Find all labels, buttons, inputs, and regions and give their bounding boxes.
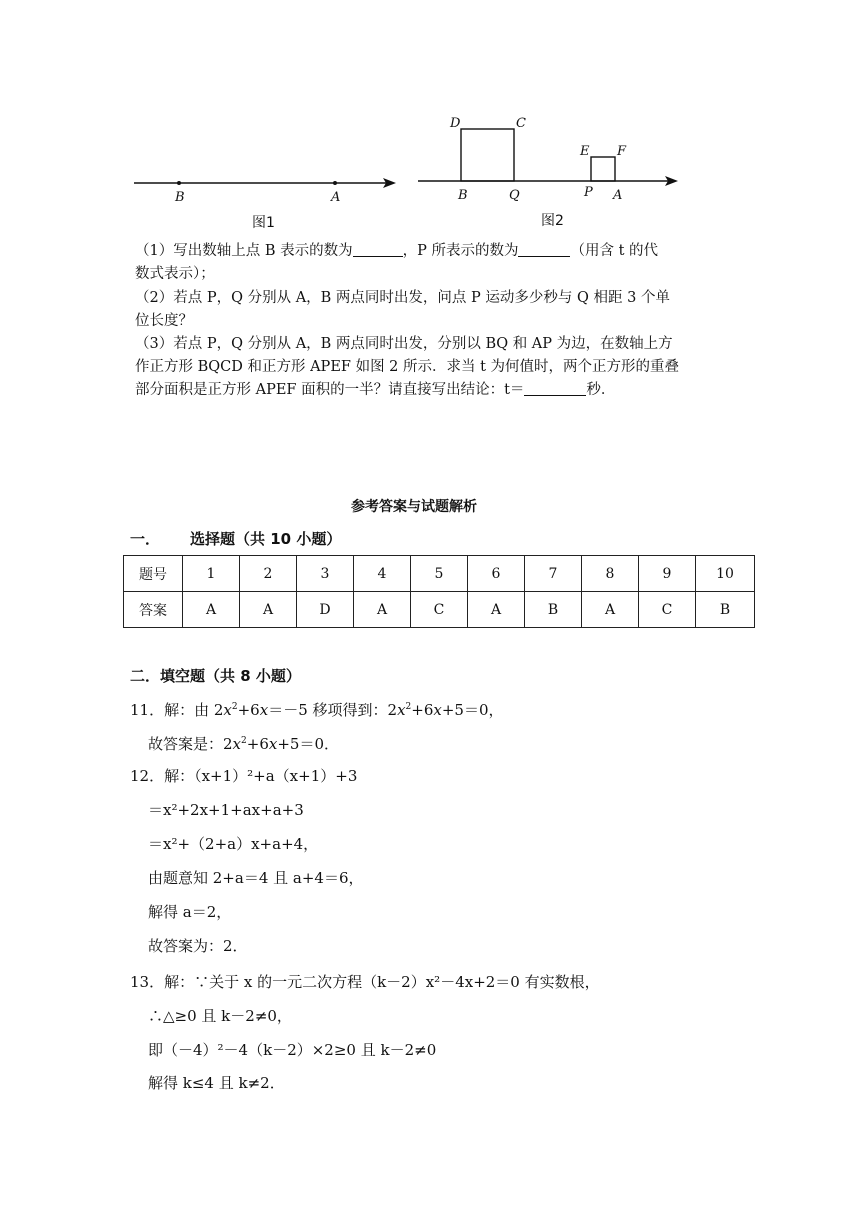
table-cell: A xyxy=(183,592,240,628)
table-cell: A xyxy=(582,592,639,628)
answer-table xyxy=(123,555,755,628)
table-header-cell: 题号 xyxy=(124,556,183,592)
solution-12-line1: 12．解：（x+1）²+a（x+1）+3 xyxy=(130,767,358,785)
table-cell: 5 xyxy=(411,556,468,592)
question-3-line2: 作正方形 BQCD 和正方形 APEF 如图 2 所示．求当 t 为何值时，两个正方形的重叠 xyxy=(135,359,680,375)
solution-13-line3: 即（－4）²－4（k－2）×2≥0 且 k－2≠0 xyxy=(148,1041,437,1059)
blank-p-value xyxy=(518,240,570,257)
question-2-line2: 位长度？ xyxy=(135,313,193,329)
question-1-line2: 数式表示）； xyxy=(135,266,215,282)
solution-13-line4: 解得 k≤4 且 k≠2． xyxy=(148,1074,285,1092)
table-row xyxy=(124,592,755,628)
blank-b-value xyxy=(353,240,403,257)
solution-11-line1: 11．解：由 $2x^2+6x=-5$ 移项得到：$2x^2+6x+5=0$， xyxy=(130,701,504,719)
solution-12-line2: ＝x²+2x+1+ax+a+3 xyxy=(148,801,304,819)
fig1-label-b: B xyxy=(175,190,185,205)
solution-12-line4: 由题意知 2+a＝4 且 a+4＝6， xyxy=(148,869,364,887)
fig2-label-f: F xyxy=(617,144,627,159)
table-cell: 1 xyxy=(183,556,240,592)
answers-title: 参考答案与试题解析 xyxy=(351,499,477,515)
fig2-label-c: C xyxy=(516,116,526,131)
table-cell: 2 xyxy=(240,556,297,592)
table-cell: B xyxy=(525,592,582,628)
fig2-label-q: Q xyxy=(509,188,520,203)
figure-1 xyxy=(0,0,860,240)
table-cell: B xyxy=(696,592,755,628)
fig1-label-a: A xyxy=(331,190,341,205)
point-a-dot xyxy=(333,181,337,185)
solution-13-line1: 13．解：∵关于 x 的一元二次方程（k－2）x²－4x+2＝0 有实数根， xyxy=(130,973,600,991)
question-2-line1: （2）若点 P，Q 分别从 A，B 两点同时出发，问点 P 运动多少秒与 Q 相距 3 个单 xyxy=(135,290,670,306)
question-3-line1: （3）若点 P，Q 分别从 A，B 两点同时出发，分别以 BQ 和 AP 为边，在数轴上方 xyxy=(135,336,673,352)
solution-13-line2: ∴△≥0 且 k－2≠0， xyxy=(148,1007,292,1025)
fig2-label-p: P xyxy=(584,185,593,200)
blank-t-value xyxy=(524,379,586,396)
table-cell: 7 xyxy=(525,556,582,592)
fig1-caption: 图1 xyxy=(252,215,275,231)
table-cell: A xyxy=(240,592,297,628)
section-2-title: 二．填空题（共 8 小题） xyxy=(130,667,301,685)
square-bqcd xyxy=(461,129,514,181)
fig2-caption: 图2 xyxy=(541,213,564,229)
solution-12-line6: 故答案为：2． xyxy=(148,937,248,955)
table-cell: A xyxy=(354,592,411,628)
table-cell: 3 xyxy=(297,556,354,592)
table-cell: D xyxy=(297,592,354,628)
table-cell: 10 xyxy=(696,556,755,592)
table-cell: C xyxy=(411,592,468,628)
solution-12-line5: 解得 a＝2， xyxy=(148,903,232,921)
table-cell: C xyxy=(639,592,696,628)
table-cell: 4 xyxy=(354,556,411,592)
fig2-label-d: D xyxy=(450,116,461,131)
point-b-dot xyxy=(177,181,181,185)
section-1-number: 一． xyxy=(130,530,161,548)
table-cell: 8 xyxy=(582,556,639,592)
table-row xyxy=(124,556,755,592)
solution-11-line2: 故答案是：$2x^2+6x+5=0$． xyxy=(148,735,339,753)
table-cell: 9 xyxy=(639,556,696,592)
fig2-label-e: E xyxy=(580,144,590,159)
question-1-line1: （1）写出数轴上点 B 表示的数为 ，P 所表示的数为 （用含 t 的代 xyxy=(135,240,735,262)
table-header-cell: 答案 xyxy=(124,592,183,628)
table-cell: A xyxy=(468,592,525,628)
section-1-title: 选择题（共 10 小题） xyxy=(190,530,342,548)
solution-12-line3: ＝x²+（2+a）x+a+4， xyxy=(148,835,319,853)
question-3-line3: 部分面积是正方形 APEF 面积的一半？请直接写出结论：t＝ 秒． xyxy=(135,379,735,401)
square-apef xyxy=(591,157,615,181)
fig2-label-b: B xyxy=(458,188,468,203)
table-cell: 6 xyxy=(468,556,525,592)
fig2-label-a: A xyxy=(613,188,623,203)
